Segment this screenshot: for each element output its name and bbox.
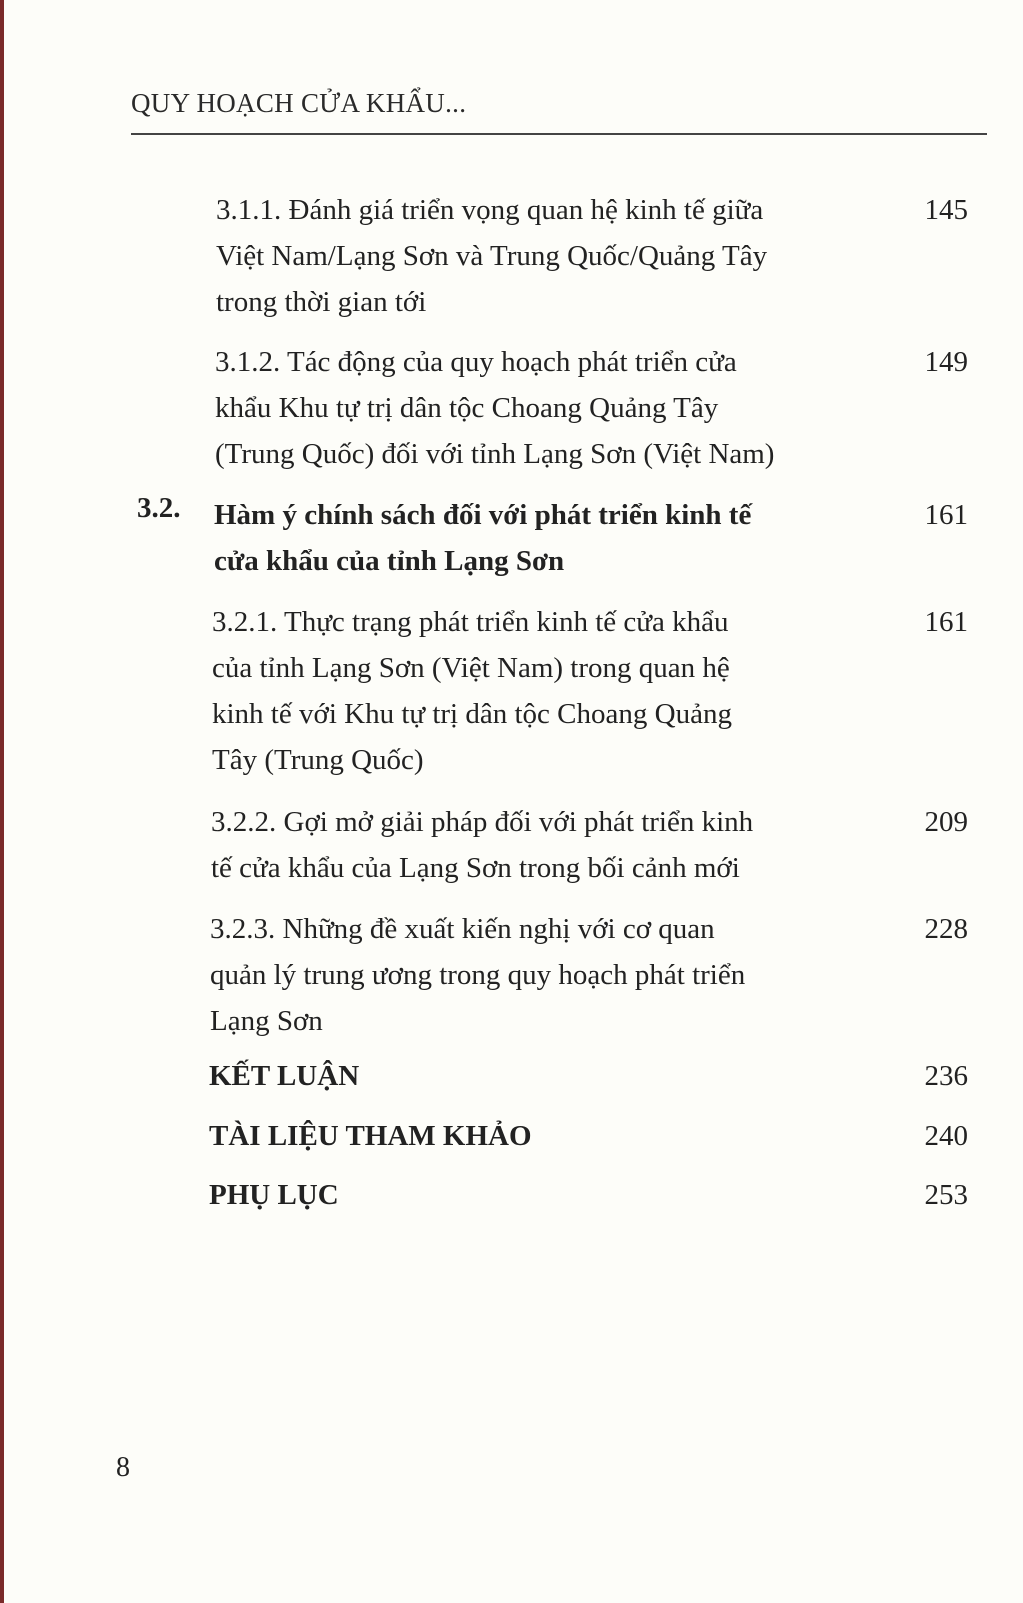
toc-entry-title — [209, 1113, 532, 1159]
toc-entry-number: 3.2. — [137, 492, 181, 524]
toc-entry-page: 161 — [924, 499, 968, 531]
toc-entry-title-line: Hàm ý chính sách đối với phát triển kinh tế — [214, 499, 752, 531]
toc-entry-title-line: Lạng Sơn — [210, 1005, 323, 1037]
toc-entry-title-line: cửa khẩu của tỉnh Lạng Sơn — [214, 545, 565, 577]
toc-entry-page: 149 — [924, 346, 968, 378]
toc-entry-title-line: Tây (Trung Quốc) — [212, 744, 424, 776]
toc-entry-title-line: (Trung Quốc) đối với tỉnh Lạng Sơn (Việt Nam) — [215, 438, 775, 470]
running-title: QUY HOẠCH CỬA KHẨU... — [131, 88, 467, 118]
toc-entry-title-line: 3.1.1. Đánh giá triển vọng quan hệ kinh tế giữa — [216, 194, 764, 226]
toc-entry-title-line: tế cửa khẩu của Lạng Sơn trong bối cảnh mới — [211, 852, 740, 884]
toc-entry-page: 161 — [924, 606, 968, 638]
toc-entry-title-line: kinh tế với Khu tự trị dân tộc Choang Quảng — [212, 698, 732, 730]
toc-entry-title-line: trong thời gian tới — [216, 286, 427, 318]
toc-entry-page: 145 — [924, 194, 968, 226]
toc-entry-title-line: 3.1.2. Tác động của quy hoạch phát triển cửa — [215, 346, 737, 378]
toc-entry-title-line: KẾT LUẬN — [209, 1060, 360, 1092]
toc-entry-page: 228 — [924, 913, 968, 945]
toc-entry-title — [216, 187, 767, 325]
toc-entry-title-line: 3.2.3. Những đề xuất kiến nghị với cơ quan — [210, 913, 715, 945]
toc-entry-title — [211, 799, 753, 891]
toc-entry-title — [209, 1053, 359, 1099]
toc-entry-title-line: TÀI LIỆU THAM KHẢO — [209, 1120, 532, 1152]
toc-entry-title — [214, 492, 751, 584]
toc-entry-page: 253 — [924, 1179, 968, 1211]
toc-entry-title — [215, 339, 774, 477]
toc-entry-title-line: 3.2.1. Thực trạng phát triển kinh tế cửa khẩu — [212, 606, 729, 638]
toc-entry-title-line: Việt Nam/Lạng Sơn và Trung Quốc/Quảng Tây — [216, 240, 768, 272]
toc-entry-title-line: 3.2.2. Gợi mở giải pháp đối với phát triển kinh — [211, 806, 754, 838]
toc-entry-title-line: khẩu Khu tự trị dân tộc Choang Quảng Tây — [215, 392, 719, 424]
toc-entry-page: 236 — [924, 1060, 968, 1092]
toc-entry-title — [210, 906, 745, 1044]
toc-entry-title — [212, 599, 732, 783]
book-spine-edge — [0, 0, 4, 1603]
toc-entry-title-line: của tỉnh Lạng Sơn (Việt Nam) trong quan hệ — [212, 652, 730, 684]
toc-entry-title — [209, 1172, 339, 1218]
toc-entry-title-line: PHỤ LỤC — [209, 1179, 339, 1211]
header-rule — [131, 133, 987, 135]
toc-entry-page: 209 — [924, 806, 968, 838]
toc-entry-page: 240 — [924, 1120, 968, 1152]
page-number: 8 — [116, 1452, 130, 1483]
toc-entry-title-line: quản lý trung ương trong quy hoạch phát triển — [210, 959, 746, 991]
